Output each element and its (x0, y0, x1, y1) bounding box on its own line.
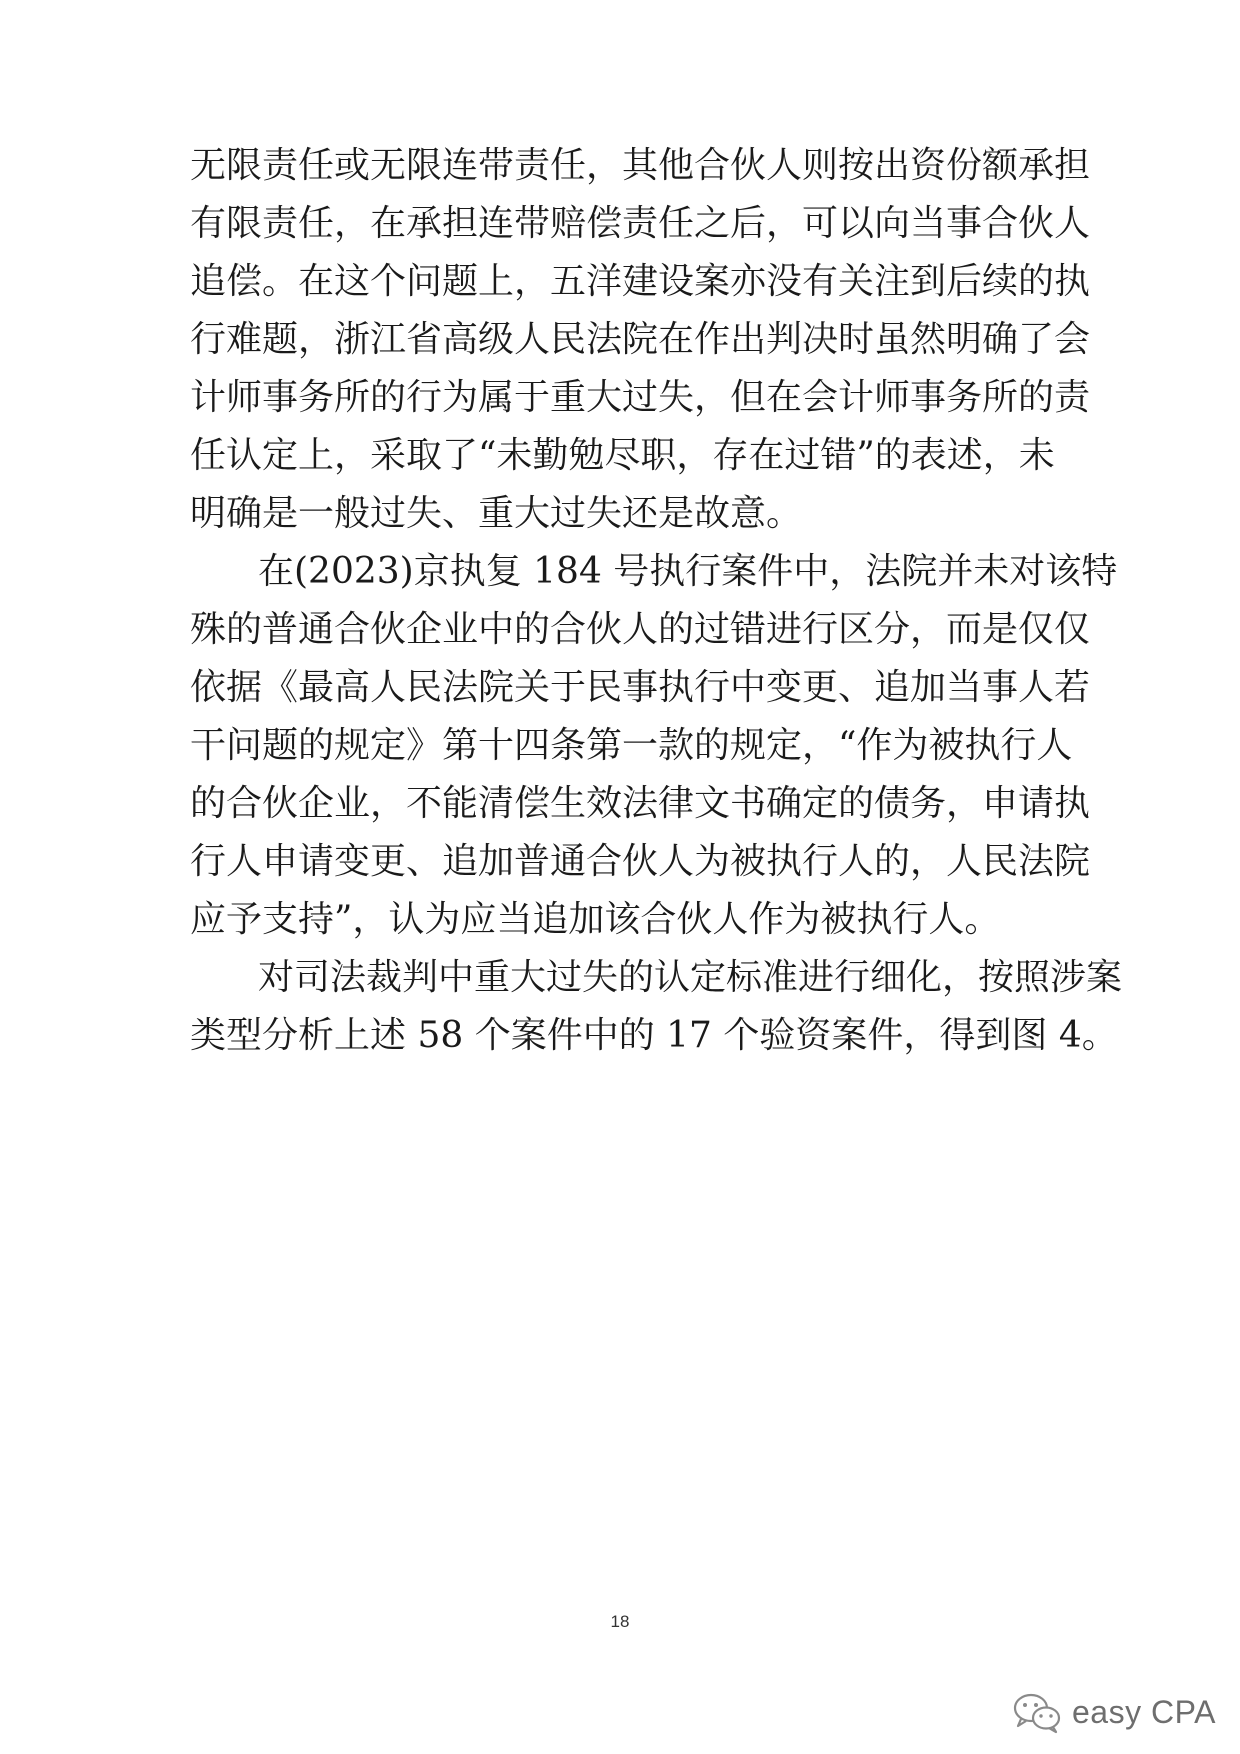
text-line: 干问题的规定》第十四条第一款的规定，“作为被执行人 (190, 725, 1073, 766)
text-line: 有限责任，在承担连带赔偿责任之后，可以向当事合伙人 (190, 203, 1091, 244)
page-number: 18 (610, 1612, 630, 1631)
text-line: 对司法裁判中重大过失的认定标准进行细化，按照涉案 (258, 957, 1123, 998)
wechat-icon (1010, 1690, 1064, 1734)
text-line: 依据《最高人民法院关于民事执行中变更、追加当事人若 (190, 667, 1091, 708)
text-line: 的合伙企业，不能清偿生效法律文书确定的债务，申请执 (190, 783, 1091, 824)
text-line: 类型分析上述 58 个案件中的 17 个验资案件，得到图 4。 (190, 1015, 1118, 1056)
text-line: 任认定上，采取了“未勤勉尽职，存在过错”的表述，未 (190, 435, 1055, 476)
text-line: 明确是一般过失、重大过失还是故意。 (190, 493, 803, 534)
text-line: 在(2023)京执复 184 号执行案件中，法院并未对该特 (258, 551, 1118, 592)
watermark (1010, 1690, 1216, 1734)
text-line: 追偿。在这个问题上，五洋建设案亦没有关注到后续的执 (190, 261, 1091, 302)
text-line: 行人申请变更、追加普通合伙人为被执行人的，人民法院 (190, 841, 1091, 882)
watermark-text: easy CPA (1072, 1693, 1216, 1730)
text-line: 殊的普通合伙企业中的合伙人的过错进行区分，而是仅仅 (190, 609, 1091, 650)
text-line: 行难题，浙江省高级人民法院在作出判决时虽然明确了会 (190, 319, 1091, 360)
text-line: 应予支持”，认为应当追加该合伙人作为被执行人。 (190, 899, 1001, 940)
text-line: 计师事务所的行为属于重大过失，但在会计师事务所的责 (190, 377, 1091, 418)
text-line: 无限责任或无限连带责任，其他合伙人则按出资份额承担 (190, 145, 1091, 186)
